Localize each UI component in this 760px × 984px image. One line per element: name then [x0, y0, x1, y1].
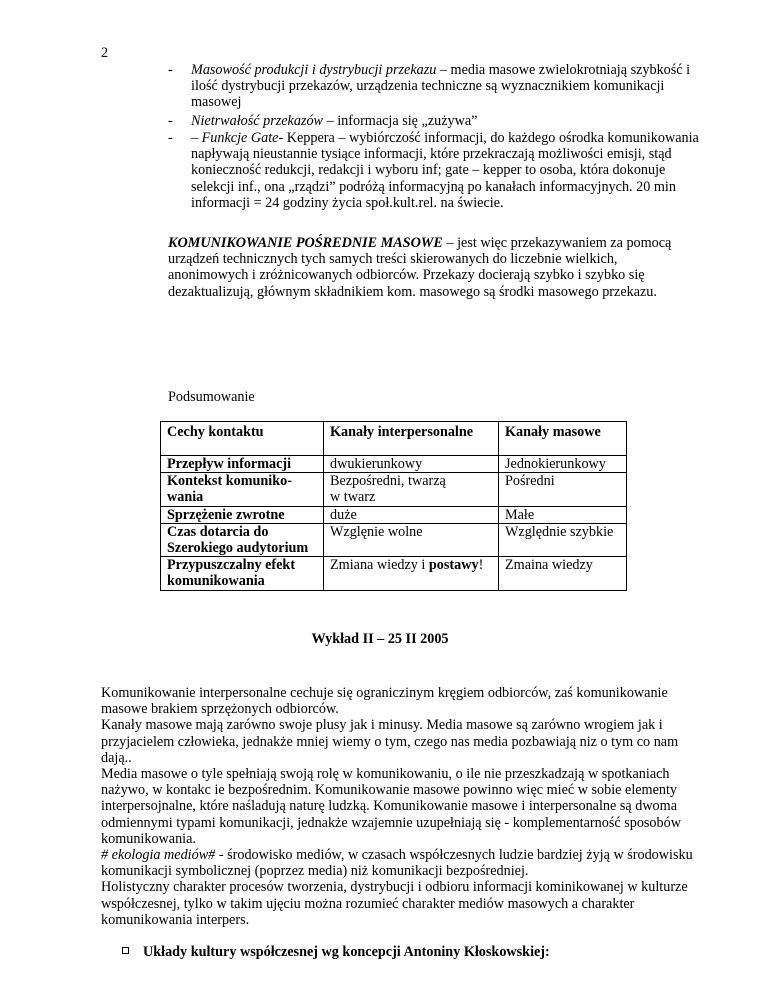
holistic-line-3: komunikowania interpers.: [101, 911, 250, 928]
cell-text: Zmiana wiedzy i: [330, 557, 429, 574]
page-number: 2: [101, 45, 109, 61]
table-cell: dwukierunkowy: [324, 456, 499, 473]
paragraph-3-line-1: Media masowe o tyle spełniają swoją rolę w komunikowaniu, o ile nie przeszkadzają w spotkaniach: [101, 766, 670, 783]
bullet-1-line-1: – media masowe zwielokrotniają szybkość i: [436, 62, 691, 78]
definition-term: KOMUNIKOWANIE POŚREDNIE MASOWE: [168, 235, 443, 251]
table-cell: Przypuszczalny efekt komunikowania: [161, 557, 324, 590]
ecology-line-2: komunikacji symbolicznej (poprzez media) niż komunikacji bezpośredniej.: [101, 863, 529, 880]
table-row: [161, 557, 627, 590]
bullet-3-line-3: konieczność redukcji, redakcji i wyboru inf; gate – kepper to osoba, która dokonuje: [191, 162, 666, 179]
paragraph-2-line-2: przyjacielem człowieka, jednakże mniej wiemy o tym, czego nas media pozbawiają niz o tym co nam: [101, 733, 679, 750]
bullet-dash: -: [168, 130, 173, 146]
bullet-3-line-1: Keppera – wybiórczość informacji, do każdego ośrodka komunikowania: [283, 130, 699, 146]
bullet-3-line-5: informacji = 24 godziny życia społ.kult.rel. na świecie.: [191, 194, 504, 211]
table-header-row: [161, 422, 627, 456]
ecology-lead: # ekologia mediów#: [101, 847, 216, 864]
paragraph-3-line-4: odmiennymi typami komunikacji, jednakże wzajemnie uzupełniają się - komplementarność sposobów: [101, 814, 681, 831]
table-header-cell: Cechy kontaktu: [161, 422, 324, 456]
paragraph-3-line-3: interpersojnalne, które naśladują naturę ludzką. Komunikowanie masowe i interpersonalne są dwoma: [101, 798, 677, 815]
table-header-cell: Kanały interpersonalne: [324, 422, 499, 456]
summary-table: [160, 421, 627, 591]
table-cell: Względnie szybkie: [499, 523, 627, 556]
bullet-3-pre: –: [191, 130, 202, 146]
body-paragraphs: [101, 685, 731, 928]
table-cell: Sprzężenie zwrotne: [161, 506, 324, 523]
paragraph-2-line-1: Kanały masowe mają zarówno swoje plusy jak i minusy. Media masowe są zarówno wrogiem jak i: [101, 717, 663, 734]
table-cell: Jednokierunkowy: [499, 456, 627, 473]
table-cell: duże: [324, 506, 499, 523]
lecture-title: Wykład II – 25 II 2005: [311, 631, 449, 647]
cell-text-after: !: [478, 557, 484, 574]
table-cell: Pośredni: [499, 473, 627, 506]
table-cell: Zmaina wiedzy: [499, 557, 627, 590]
bullet-item-1: [168, 62, 728, 111]
paragraph-3-line-2: nażywo, w kontakc ie bezpośrednim. Komunikowanie masowe powinno więc mieć w sobie elementy: [101, 782, 678, 799]
ecology-line-1: - środowisko mediów, w czasach współczesnych ludzie bardziej żyją w środowisku: [215, 847, 693, 864]
list-item: [122, 944, 550, 960]
table-cell: Czas dotarcia do Szerokiego audytorium: [161, 523, 324, 556]
definition-line-4: dezaktualizują, głównym składnikiem kom. masowego są środki masowego przekazu.: [168, 283, 657, 300]
bullet-dash: -: [168, 113, 173, 129]
bullet-1-line-2: ilość dystrybucji przekazów, urządzenia techniczne są wyznacznikiem komunikacji: [191, 78, 665, 95]
paragraph-3-line-5: komunikowania.: [101, 830, 196, 847]
bullet-2-line-1: – informacja się „zużywa”: [323, 113, 478, 129]
table-header-cell: Kanały masowe: [499, 422, 627, 456]
table-cell: [324, 557, 499, 590]
table-row: [161, 506, 627, 523]
bullet-2-lead: Nietrwałość przekazów: [191, 113, 324, 129]
list-item-text: Układy kultury współczesnej wg koncepcji Antoniny Kłoskowskiej:: [143, 944, 550, 960]
table-row: [161, 473, 627, 506]
paragraph-1-line-2: masowe brakiem sprzężonych odbiorców.: [101, 701, 339, 718]
cell-bold-word: postawy: [428, 557, 479, 574]
table-cell: Kontekst komuniko- wania: [161, 473, 324, 506]
definition-line-2: urządzeń technicznych tych samych treści skierowanych do liczebnie wielkich,: [168, 251, 618, 268]
bullet-1-line-3: masowej: [191, 94, 242, 111]
table-cell: Przepływ informacji: [161, 456, 324, 473]
paragraph-2-line-3: dają..: [101, 749, 132, 766]
bullet-3-lead: Funkcje Gate-: [201, 130, 284, 146]
holistic-line-2: współczesnej, tylko w takim ujęciu można rozumieć charakter mediów masowych a charakter: [101, 895, 635, 912]
bullet-item-3: [168, 130, 728, 211]
paragraph-1-line-1: Komunikowanie interpersonalne cechuje się ograniczinym kręgiem odbiorców, zaś komunikowanie: [101, 685, 668, 701]
table-row: [161, 523, 627, 556]
bullet-1-lead: Masowość produkcji i dystrybucji przekazu: [191, 62, 437, 78]
bullet-item-2: [168, 113, 728, 129]
table-cell: Małe: [499, 506, 627, 523]
table-cell: Bezpośredni, twarzą w twarz: [324, 473, 499, 506]
square-bullet-icon: [122, 947, 129, 954]
table-row: [161, 456, 627, 473]
bullet-3-line-4: selekcji inf., ona „rządzi” podróżą informacyjną po kanałach informacyjnych. 20 min: [191, 178, 676, 195]
definition-line-3: anonimowych i zróżnicowanych odbiorców. Przekazy docierają szybko i szybko się: [168, 267, 645, 284]
holistic-line-1: Holistyczny charakter procesów tworzenia, dystrybucji i odbioru informacji kominikowanej w kulturze: [101, 879, 688, 896]
bullet-dash: -: [168, 62, 173, 78]
table-cell: Wzglęnie wolne: [324, 523, 499, 556]
bullet-3-line-2: napływają nieustannie tysiące informacji, które przekraczają możliwości emisji, stąd: [191, 146, 672, 163]
definition-line-1: – jest więc przekazywaniem za pomocą: [442, 235, 672, 251]
definition-paragraph: [168, 235, 738, 300]
summary-heading: Podsumowanie: [168, 389, 255, 405]
